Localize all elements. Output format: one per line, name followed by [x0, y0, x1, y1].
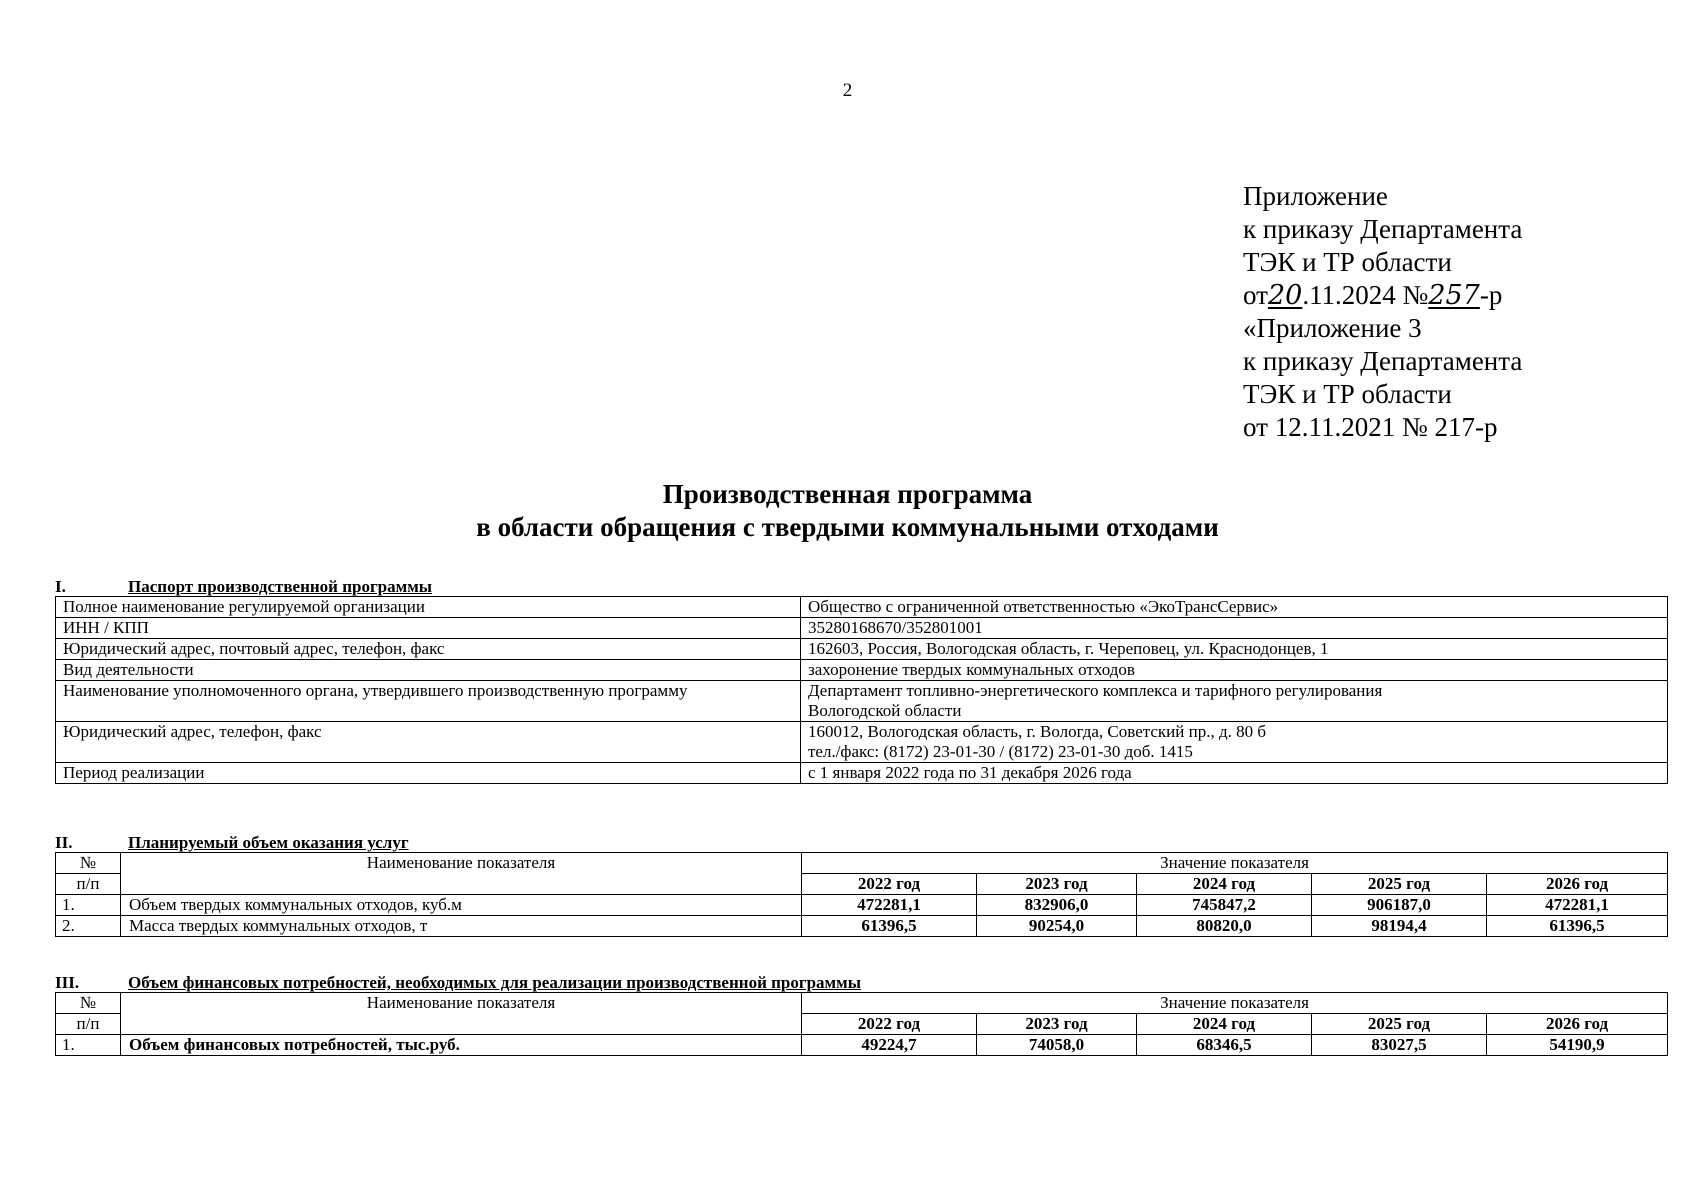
section-1-heading: [55, 578, 1667, 596]
year-header: 2026 год: [1487, 1014, 1668, 1035]
indicator-value: 472281,1: [1487, 895, 1668, 916]
passport-row: [56, 681, 1668, 722]
financial-needs-table: [55, 992, 1668, 1056]
passport-label: Наименование уполномоченного органа, утвердившего производственную программу: [56, 681, 801, 722]
passport-row: [56, 763, 1668, 784]
document-title: [0, 478, 1695, 544]
table-row: [56, 916, 1668, 937]
section-3-number: III.: [55, 973, 80, 992]
passport-value: [801, 660, 1668, 681]
passport-value-line: 160012, Вологодская область, г. Вологда, Советский пр., д. 80 б: [808, 722, 1267, 741]
passport-row: [56, 639, 1668, 660]
title-line-2: в области обращения с твердыми коммунальными отходами: [476, 512, 1219, 542]
title-line-1: Производственная программа: [662, 479, 1033, 509]
handwritten-order-number: 257: [1428, 280, 1480, 311]
passport-label: Юридический адрес, телефон, факс: [56, 722, 801, 763]
passport-value: [801, 618, 1668, 639]
indicator-value: 68346,5: [1137, 1035, 1312, 1056]
passport-label: Полное наименование регулируемой организации: [56, 597, 801, 618]
approval-line-3: ТЭК и ТР области: [1243, 247, 1452, 277]
approval-line-5: «Приложение 3: [1243, 313, 1422, 343]
col-value-header: Значение показателя: [802, 853, 1668, 874]
table-row: [56, 1035, 1668, 1056]
section-2-number: II.: [55, 833, 73, 852]
indicator-name: Масса твердых коммунальных отходов, т: [121, 916, 802, 937]
section-3-title: Объем финансовых потребностей, необходимых для реализации производственной программы: [128, 973, 861, 992]
indicator-value: 472281,1: [802, 895, 977, 916]
passport-label: ИНН / КПП: [56, 618, 801, 639]
passport-value: [801, 639, 1668, 660]
passport-value: [801, 681, 1668, 722]
col-no-header: №: [56, 993, 121, 1014]
approval-line-6: к приказу Департамента: [1243, 346, 1523, 376]
row-number: 2.: [56, 916, 121, 937]
section-1-title: Паспорт производственной программы: [128, 577, 433, 596]
col-value-header: Значение показателя: [802, 993, 1668, 1014]
passport-value-line: Департамент топливно-энергетического комплекса и тарифного регулирования: [808, 681, 1383, 700]
year-header: 2022 год: [802, 1014, 977, 1035]
indicator-value: 74058,0: [977, 1035, 1137, 1056]
approval-line-2: к приказу Департамента: [1243, 214, 1523, 244]
indicator-value: 745847,2: [1137, 895, 1312, 916]
passport-value: [801, 722, 1668, 763]
year-header: 2025 год: [1312, 1014, 1487, 1035]
indicator-value: 54190,9: [1487, 1035, 1668, 1056]
passport-value-line: 162603, Россия, Вологодская область, г. Череповец, ул. Краснодонцев, 1: [808, 639, 1329, 658]
page-number: 2: [842, 80, 853, 101]
passport-value-line: с 1 января 2022 года по 31 декабря 2026 года: [808, 763, 1132, 782]
indicator-value: 832906,0: [977, 895, 1137, 916]
indicator-value: 61396,5: [802, 916, 977, 937]
indicator-value: 83027,5: [1312, 1035, 1487, 1056]
indicator-value: 61396,5: [1487, 916, 1668, 937]
passport-value-line: 35280168670/352801001: [808, 618, 983, 637]
passport-value-line: Общество с ограниченной ответственностью «ЭкоТрансСервис»: [808, 597, 1279, 616]
approval-line-7: ТЭК и ТР области: [1243, 379, 1452, 409]
section-1-number: I.: [55, 577, 66, 596]
year-header: 2023 год: [977, 1014, 1137, 1035]
passport-label: Период реализации: [56, 763, 801, 784]
passport-row: [56, 618, 1668, 639]
indicator-name: Объем финансовых потребностей, тыс.руб.: [121, 1035, 802, 1056]
indicator-value: 90254,0: [977, 916, 1137, 937]
approval-date-mid: .11.2024 №: [1302, 280, 1429, 310]
passport-value: [801, 763, 1668, 784]
table-row: [56, 895, 1668, 916]
year-header: 2024 год: [1137, 1014, 1312, 1035]
passport-value-line: захоронение твердых коммунальных отходов: [808, 660, 1135, 679]
approval-date-suffix: -р: [1479, 280, 1503, 310]
section-2-heading: [55, 834, 1667, 852]
handwritten-day: 20: [1267, 280, 1303, 311]
approval-line-8: от 12.11.2021 № 217-р: [1243, 412, 1498, 442]
indicator-value: 80820,0: [1137, 916, 1312, 937]
approval-date-prefix: от: [1243, 280, 1268, 310]
year-header: 2026 год: [1487, 874, 1668, 895]
col-name-header: Наименование показателя: [121, 853, 802, 895]
section-2-title: Планируемый объем оказания услуг: [128, 833, 409, 852]
col-no-header: №: [56, 853, 121, 874]
passport-label: Вид деятельности: [56, 660, 801, 681]
year-header: 2022 год: [802, 874, 977, 895]
indicator-value: 98194,4: [1312, 916, 1487, 937]
year-header: 2025 год: [1312, 874, 1487, 895]
passport-value: [801, 597, 1668, 618]
passport-row: [56, 597, 1668, 618]
indicator-value: 906187,0: [1312, 895, 1487, 916]
col-name-header: Наименование показателя: [121, 993, 802, 1035]
table-header-row: [56, 993, 1668, 1014]
passport-value-line-2: Вологодской области: [808, 701, 962, 720]
passport-table: [55, 596, 1668, 784]
approval-line-1: Приложение: [1243, 181, 1388, 211]
row-number: 1.: [56, 1035, 121, 1056]
year-header: 2023 год: [977, 874, 1137, 895]
passport-row: [56, 722, 1668, 763]
approval-line-4: [1243, 279, 1522, 312]
indicator-value: 49224,7: [802, 1035, 977, 1056]
col-no-header-2: п/п: [56, 874, 121, 895]
services-volume-table: [55, 852, 1668, 937]
section-3-heading: [55, 974, 1667, 992]
col-no-header-2: п/п: [56, 1014, 121, 1035]
passport-value-line-2: тел./факс: (8172) 23-01-30 / (8172) 23-01-30 доб. 1415: [808, 742, 1193, 761]
table-header-row: [56, 853, 1668, 874]
row-number: 1.: [56, 895, 121, 916]
passport-row: [56, 660, 1668, 681]
year-header: 2024 год: [1137, 874, 1312, 895]
passport-label: Юридический адрес, почтовый адрес, телефон, факс: [56, 639, 801, 660]
approval-block: [1243, 180, 1522, 444]
indicator-name: Объем твердых коммунальных отходов, куб.м: [121, 895, 802, 916]
